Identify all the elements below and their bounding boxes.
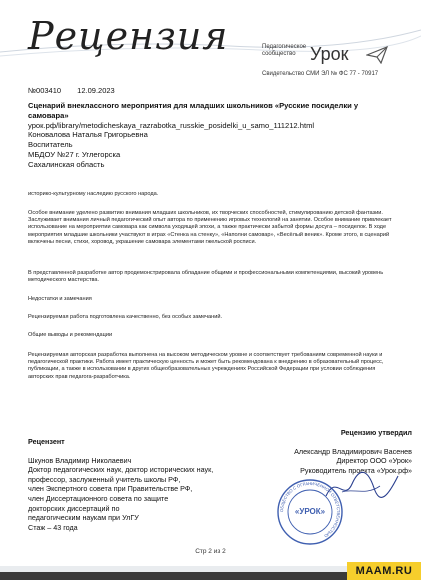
- reviewer-line-6: педагогическим наукам при УлГУ: [28, 513, 139, 523]
- body-paragraph-4: [28, 314, 392, 321]
- reviewer-line-2: профессор, заслуженный учитель школы РФ,: [28, 474, 181, 484]
- brand-name: Урок: [310, 44, 349, 64]
- body-text-3: В представленной разработке автор продемонстрировала обладание общими и профессиональными компетенциями, высокий уровень методического мастерства.: [28, 270, 384, 284]
- reviewer-line-4: член Диссертационного совета по защите: [28, 493, 169, 503]
- reviewer-name: Шкунов Владимир Николаевич: [28, 455, 132, 465]
- reviewer-line-1: Доктор педагогических наук, доктор исторических наук,: [28, 465, 214, 475]
- body-text-2: Особое внимание уделено развитию внимания младших школьников, их творческих способностей, стимулированию детской фантазии. Заслуживает внимания личный педагогический опыт автора по применению игровых технологий на занятии. Особое внимание привлекает использование на мероприятии самовара как символа уходящей эпохи, а также практически забытой формы досуга – посиделок. В ходе мероприятия младшие школьники участвуют в играх «Стенка на стенку», «Наполни самовар», «Весёлый веник». Кроме этого, в сценарий включены песни, стихи, хоровод, украшение самовара элементами гжельской росписи.: [28, 210, 392, 245]
- approver-role-1: Директор ООО «Урок»: [336, 456, 412, 466]
- work-info: [28, 101, 388, 170]
- body-text-5: Рецензируемая авторская разработка выполнена на высоком методическом уровне и соответствует требованиям современной науки и педагогической практики. Работа имеет практическую ценность и может быть рекомендована к внедрению в образовательный процесс, публикации, а также в использовании в других общеобразовательных учреждениях Российской Федерации при условии соблюдения авторских прав педагога-разработчика.: [28, 352, 384, 380]
- body-paragraph-3: [28, 270, 392, 284]
- svg-text:«УРОК»: «УРОК»: [294, 507, 326, 516]
- brand-subtitle: Педагогическое сообщество: [262, 44, 307, 57]
- reviewer-line-7: Стаж – 43 года: [28, 522, 78, 532]
- reviewer-label: Рецензент: [28, 437, 65, 446]
- section-heading-flaws: [28, 296, 392, 303]
- document-number: №003410: [28, 86, 62, 95]
- body-paragraph-2: [28, 210, 392, 246]
- body-text-1: историко-культурному наследию русского народа.: [28, 191, 159, 197]
- document-title: Рецензия: [28, 14, 229, 58]
- reviewer-line-3: член Экспертного совета при Правительстве РФ,: [28, 484, 193, 494]
- page-number: Стр 2 из 2: [195, 548, 226, 555]
- section-heading-conclusions: [28, 332, 392, 339]
- approver-label: Рецензию утвердил: [340, 428, 412, 437]
- body-paragraph-5: [28, 352, 392, 381]
- maam-watermark[interactable]: MAAM.RU: [347, 562, 421, 580]
- author-name: Коновалова Наталья Григорьевна: [28, 130, 148, 140]
- approver-name: Александр Владимирович Васенев: [294, 446, 412, 456]
- document-date: 12.09.2023: [77, 86, 115, 95]
- paper-plane-icon: [366, 46, 388, 64]
- work-url[interactable]: урок.рф/library/metodicheskaya_razrabotka_russkie_posidelki_u_samo_111212.html: [28, 120, 315, 130]
- svg-text:ОБЩЕСТВО С ОГРАНИЧЕННОЙ ОТВЕТС: ОБЩЕСТВО С ОГРАНИЧЕННОЙ ОТВЕТСТВЕННОСТЬЮ: [278, 480, 342, 539]
- brand-logo: [262, 44, 412, 74]
- body-paragraph-1: [28, 191, 392, 198]
- media-license: Свидетельство СМИ ЭЛ № ФС 77 - 70917: [262, 71, 379, 77]
- heading-flaws: Недостатки и замечания: [28, 296, 92, 302]
- author-region: Сахалинская область: [28, 159, 105, 169]
- work-title: Сценарий внеклассного мероприятия для младших школьников «Русские посиделки у самовара»: [28, 101, 359, 120]
- reviewer-block: [28, 437, 268, 532]
- author-position: Воспитатель: [28, 140, 73, 150]
- heading-conclusions: Общие выводы и рекомендации: [28, 332, 113, 338]
- reviewer-line-5: докторских диссертаций по: [28, 503, 120, 513]
- approver-signature: [322, 466, 402, 506]
- approver-role-2: Руководитель проекта «Урок.рф»: [300, 465, 412, 475]
- author-school: МБДОУ №27 г. Углегорска: [28, 149, 121, 159]
- body-text-4: Рецензируемая работа подготовлена качественно, без особых замечаний.: [28, 314, 223, 320]
- document-meta: [28, 86, 129, 95]
